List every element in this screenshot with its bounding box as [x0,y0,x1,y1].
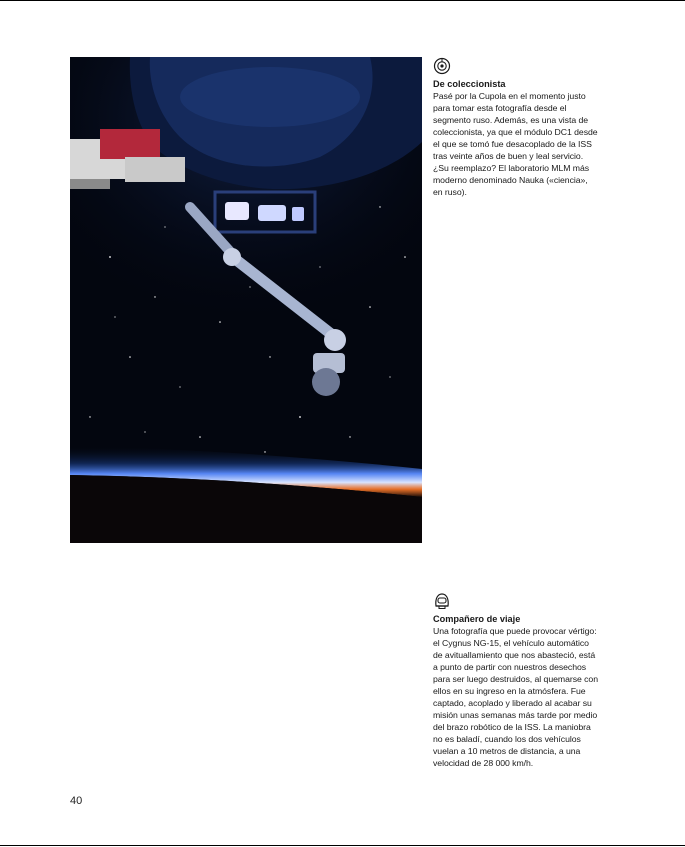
astronaut-helmet-icon [433,592,451,610]
caption-title: Compañero de viaje [433,614,521,624]
camera-lens-icon [433,57,451,75]
space-photo [70,57,422,543]
caption-coleccionista [433,57,598,198]
page-number: 40 [70,795,83,807]
bottom-rule [0,845,685,846]
caption-title: De coleccionista [433,79,506,89]
caption-body: Una fotografía que puede provocar vértigo: el Cygnus NG-15, el vehículo automático de avituallamiento que nos abasteció, está a punto de partir con nuestros desechos para ser luego destruidos, al quemarse con ellos en su ingreso en la atmósfera. Fue captado, acoplado y liberado al acabar su misión unas semanas más tarde por medio del brazo robótico de la ISS. La maniobra no es baladí, cuando los dos vehículos vuelan a 10 metros de distancia, a una velocidad de 28 000 km/h. [433,626,598,768]
top-rule [0,0,685,1]
space-photo-illustration [70,57,422,543]
caption-body: Pasé por la Cupola en el momento justo para tomar esta fotografía desde el segmento ruso. Además, es una vista de coleccionista, ya que el módulo DC1 desde el que se tomó fue desacoplado de la ISS tras veinte años de buen y leal servicio. ¿Su reemplazo? El laboratorio MLM más moderno denominado Nauka («ciencia», en ruso). [433,91,598,197]
caption-companero [433,592,598,769]
